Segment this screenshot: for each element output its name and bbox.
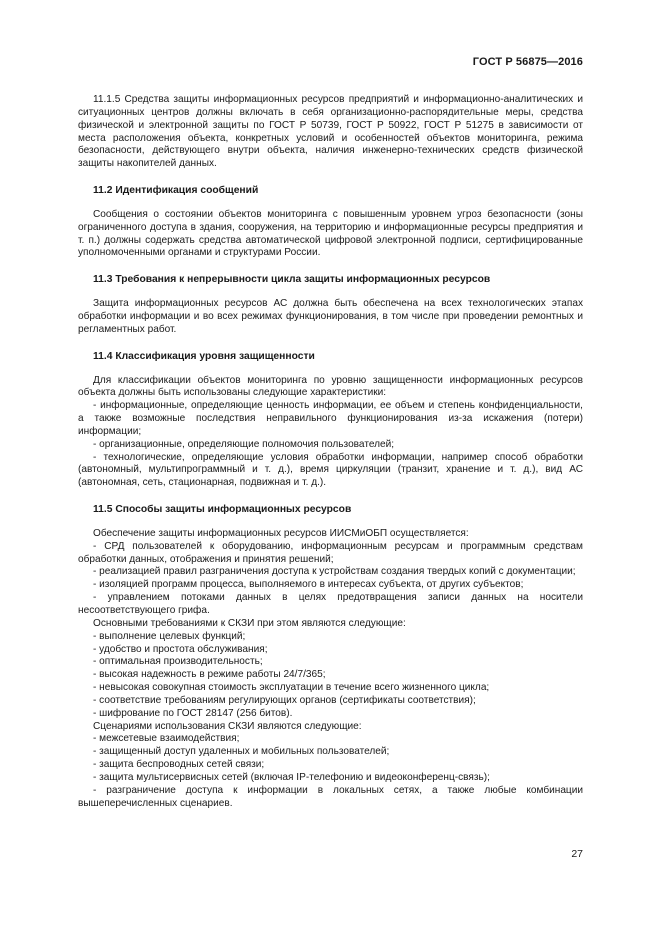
- list-item: - межсетевые взаимодействия;: [93, 733, 240, 745]
- paragraph-11-4: Для классификации объектов мониторинга по уровню защищенности информационных ресурсов объекта должны быть использованы следующие характеристики:: [78, 374, 583, 399]
- list-item: - оптимальная производительность;: [93, 656, 263, 668]
- list-item: - защита мультисервисных сетей (включая IP-телефонию и видеоконференц-связь);: [93, 771, 490, 783]
- list-item: - изоляцией программ процесса, выполняемого в интересах субъекта, от других субъектов;: [93, 579, 524, 591]
- list-item: - управлением потоками данных в целях предотвращения записи данных на носители несоответствующего грифа.: [78, 592, 583, 616]
- list-item: - высокая надежность в режиме работы 24/7/365;: [93, 669, 326, 681]
- list-item: - разграничение доступа к информации в локальных сетях, а также любые комбинации вышеперечисленных сценариев.: [78, 784, 583, 809]
- heading-11-4: 11.4 Классификация уровня защищенности: [93, 350, 315, 362]
- list-item: - реализацией правил разграничения доступа к устройствам создания твердых копий с документации;: [93, 566, 576, 578]
- paragraph-11-3: Защита информационных ресурсов АС должна быть обеспечена на всех технологических этапах обработки информации и во всех режимах функционирования, в том числе при проведении ремонтных и регламентных работ.: [78, 298, 583, 335]
- paragraph-11-1-5: 11.1.5 Средства защиты информационных ресурсов предприятий и информационно-аналитических и ситуационных центров должны включать в себя организационно-распорядительные меры, средства физической и электронной защиты по ГОСТ Р 50739, ГОСТ Р 50922, ГОСТ Р 51275 в зависимости от места расположения объекта, конкретных условий и особенностей объектов мониторинга, режима безопасности, действующего внутри объекта, наличия инженерно-технических средств физической защиты накопителей данных.: [78, 94, 583, 170]
- document-body: [78, 94, 583, 811]
- list-item: - выполнение целевых функций;: [93, 630, 246, 642]
- list-item: - информационные, определяющие ценность информации, ее объем и степень конфиденциальности, а также возможные последствия неправильного функционирования из-за искажения (потери) информации;: [78, 400, 583, 437]
- paragraph-11-2: Сообщения о состоянии объектов мониторинга с повышенным уровнем угроз безопасности (зоны ограниченного доступа в здания, сооружения, на территорию и информационные ресурсы предприятия и т. п.) должны содержать средства автоматической цифровой электронной подписи, сертифицированные уполномоченными органами и структурами России.: [78, 208, 583, 259]
- list-item: - невысокая совокупная стоимость эксплуатации в течение всего жизненного цикла;: [93, 682, 490, 694]
- list-item: - соответствие требованиям регулирующих органов (сертификаты соответствия);: [93, 694, 476, 706]
- standard-header: ГОСТ Р 56875—2016: [472, 56, 583, 68]
- paragraph-scenarios: Сценариями использования СКЗИ являются следующие:: [93, 720, 362, 732]
- list-item: - технологические, определяющие условия обработки информации, например способ обработки (автономный, мультипрограммный и т. д.), время циркуляции (транзит, хранение и т. д.), вид АС (автономная, сеть, стационарная, подвижная и т. д.).: [78, 451, 583, 489]
- list-item: - СРД пользователей к оборудованию, информационным ресурсам и программным средствам обработки данных, отображения и принятия решений;: [78, 540, 583, 565]
- list-item: - удобство и простота обслуживания;: [93, 643, 268, 655]
- paragraph-11-5-intro: Обеспечение защиты информационных ресурсов ИИСМиОБП осуществляется:: [93, 527, 469, 539]
- paragraph-requirements: Основными требованиями к СКЗИ при этом являются следующие:: [93, 617, 406, 629]
- page-number: 27: [571, 848, 583, 860]
- list-item: - защищенный доступ удаленных и мобильных пользователей;: [93, 746, 390, 758]
- heading-11-3: 11.3 Требования к непрерывности цикла защиты информационных ресурсов: [93, 274, 491, 286]
- heading-11-2: 11.2 Идентификация сообщений: [93, 185, 259, 197]
- list-item: - организационные, определяющие полномочия пользователей;: [93, 438, 395, 450]
- list-item: - защита беспроводных сетей связи;: [93, 759, 265, 771]
- list-item: - шифрование по ГОСТ 28147 (256 битов).: [93, 707, 293, 719]
- heading-11-5: 11.5 Способы защиты информационных ресурсов: [93, 504, 352, 516]
